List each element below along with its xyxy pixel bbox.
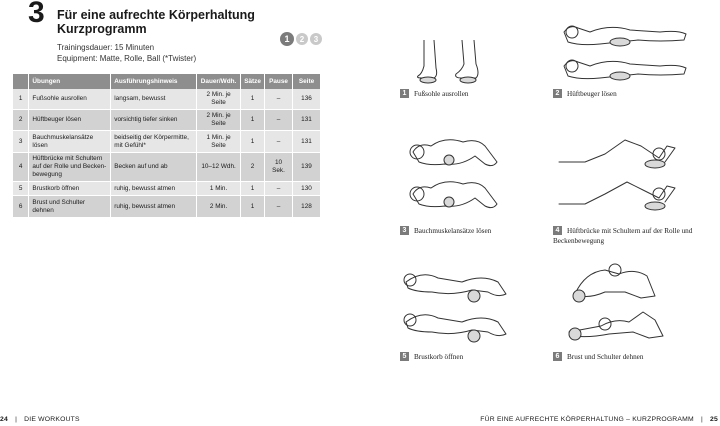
table-row xyxy=(13,182,321,196)
table-cell: vorsichtig tiefer sinken xyxy=(111,110,197,131)
table-cell: 1 xyxy=(241,89,265,110)
table-cell: – xyxy=(265,182,293,196)
table-cell: 2 Min. je Seite xyxy=(197,89,241,110)
table-row xyxy=(13,153,321,182)
table-row xyxy=(13,196,321,218)
table-cell: Becken auf und ab xyxy=(111,153,197,182)
caption-number: 4 xyxy=(553,226,562,235)
table-row xyxy=(13,131,321,153)
level-1-badge: 1 xyxy=(280,32,294,46)
caption-number: 3 xyxy=(400,226,409,235)
table-cell: 1 Min. je Seite xyxy=(197,131,241,153)
table-cell: Brustkorb öffnen xyxy=(29,182,111,196)
program-meta xyxy=(57,42,196,64)
table-cell: 130 xyxy=(293,182,321,196)
page-number: 24 xyxy=(0,416,8,423)
table-cell: 2 xyxy=(241,153,265,182)
caption-text: Brustkorb öffnen xyxy=(414,353,464,361)
caption-text: Fußsohle ausrollen xyxy=(414,90,469,98)
table-cell: 3 xyxy=(13,131,29,153)
table-cell: 10–12 Wdh. xyxy=(197,153,241,182)
table-cell: – xyxy=(265,89,293,110)
table-cell: – xyxy=(265,110,293,131)
hip-flexor-illustration xyxy=(560,20,690,86)
exercise-table xyxy=(13,74,321,218)
table-cell: – xyxy=(265,131,293,153)
table-cell: Brust und Schulter dehnen xyxy=(29,196,111,218)
table-cell: 6 xyxy=(13,196,29,218)
table-row xyxy=(13,110,321,131)
caption-number: 2 xyxy=(553,89,562,98)
foot-roll-illustration xyxy=(412,40,492,84)
table-cell: 1 xyxy=(13,89,29,110)
table-cell: 1 xyxy=(241,110,265,131)
caption-text: Hüftbeuger lösen xyxy=(567,90,617,98)
table-cell: 136 xyxy=(293,89,321,110)
caption-number: 5 xyxy=(400,352,409,361)
table-cell: – xyxy=(265,196,293,218)
table-cell: langsam, bewusst xyxy=(111,89,197,110)
table-cell: Hüftbrücke mit Schultern auf der Rolle und Becken-bewegung xyxy=(29,153,111,182)
hip-bridge-illustration xyxy=(555,132,685,222)
level-indicator xyxy=(280,33,322,46)
level-2-badge: 2 xyxy=(296,33,308,45)
table-cell: 1 xyxy=(241,182,265,196)
table-cell: ruhig, bewusst atmen xyxy=(111,182,197,196)
table-cell: Hüftbeuger lösen xyxy=(29,110,111,131)
table-cell: 131 xyxy=(293,110,321,131)
table-header xyxy=(13,74,29,89)
caption-number: 1 xyxy=(400,89,409,98)
table-header: Ausführungshinweis xyxy=(111,74,197,89)
left-footer: 24 | DIE WORKOUTS xyxy=(0,416,80,423)
table-header: Seite xyxy=(293,74,321,89)
table-cell: 128 xyxy=(293,196,321,218)
table-cell: 1 xyxy=(241,131,265,153)
chest-shoulder-stretch-illustration xyxy=(565,262,675,344)
table-cell: Fußsohle ausrollen xyxy=(29,89,111,110)
right-footer: FÜR EINE AUFRECHTE KÖRPERHALTUNG – KURZPROGRAMM | 25 xyxy=(480,416,718,423)
figure-caption-5 xyxy=(400,352,540,362)
training-duration: Trainingsdauer: 15 Minuten xyxy=(57,43,155,52)
table-cell: 5 xyxy=(13,182,29,196)
table-cell: ruhig, bewusst atmen xyxy=(111,196,197,218)
program-number: 3 xyxy=(28,0,45,29)
caption-text: Brust und Schulter dehnen xyxy=(567,353,644,361)
caption-text: Hüftbrücke mit Schultern auf der Rolle und Beckenbewegung xyxy=(553,227,693,245)
caption-number: 6 xyxy=(553,352,562,361)
running-head: DIE WORKOUTS xyxy=(24,416,80,423)
equipment-list: Equipment: Matte, Rolle, Ball (*Twister) xyxy=(57,54,197,63)
level-3-badge: 3 xyxy=(310,33,322,45)
table-header: Sätze xyxy=(241,74,265,89)
chest-opening-illustration xyxy=(402,262,512,344)
figure-caption-6 xyxy=(553,352,693,362)
running-head: FÜR EINE AUFRECHTE KÖRPERHALTUNG – KURZPROGRAMM xyxy=(480,416,694,423)
table-cell: beidseitig der Körpermitte, mit Gefühl* xyxy=(111,131,197,153)
table-header-row xyxy=(13,74,321,89)
table-row xyxy=(13,89,321,110)
figure-caption-2 xyxy=(553,89,693,99)
figure-caption-3 xyxy=(400,226,540,236)
table-cell: 1 xyxy=(241,196,265,218)
table-cell: 4 xyxy=(13,153,29,182)
table-cell: 139 xyxy=(293,153,321,182)
table-cell: 2 xyxy=(13,110,29,131)
abdominal-release-illustration xyxy=(405,132,505,222)
table-cell: 2 Min. xyxy=(197,196,241,218)
program-title: Für eine aufrechte Körperhaltung Kurzprogramm xyxy=(57,8,255,36)
figure-caption-4 xyxy=(553,226,695,246)
table-cell: 10 Sek. xyxy=(265,153,293,182)
table-cell: 131 xyxy=(293,131,321,153)
caption-text: Bauchmuskelansätze lösen xyxy=(414,227,492,235)
figure-caption-1 xyxy=(400,89,540,99)
table-header: Pause xyxy=(265,74,293,89)
right-page xyxy=(360,0,720,426)
table-header: Übungen xyxy=(29,74,111,89)
table-cell: 2 Min. je Seite xyxy=(197,110,241,131)
table-cell: Bauchmuskelansätze lösen xyxy=(29,131,111,153)
page-number: 25 xyxy=(710,416,718,423)
table-cell: 1 Min. xyxy=(197,182,241,196)
table-header: Dauer/Wdh. xyxy=(197,74,241,89)
